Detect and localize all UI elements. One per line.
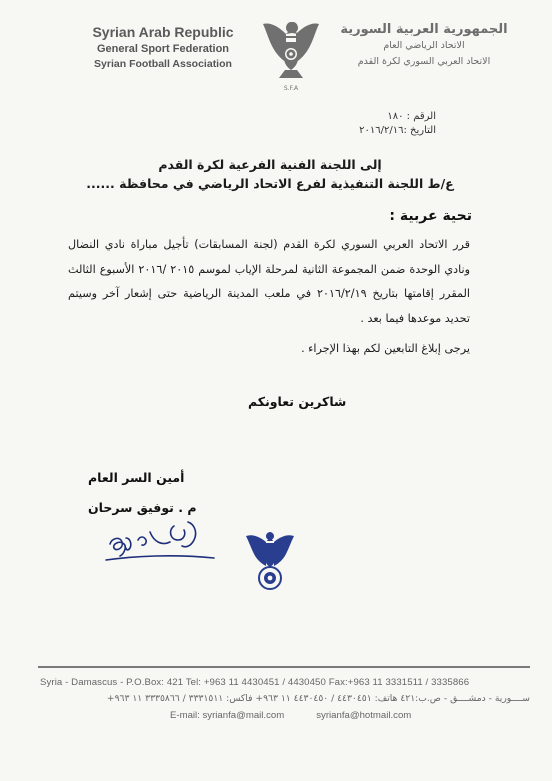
letterhead-english	[78, 24, 248, 72]
letterhead-arabic-federation: الاتحاد الرياضي العام	[383, 40, 465, 51]
letterhead-arabic-country: الجمهورية العربية السورية	[340, 22, 508, 37]
letterhead-arabic-association: الاتحاد العربي السوري لكرة القدم	[357, 56, 491, 67]
closing-line: شاكرين تعاونكم	[248, 394, 347, 409]
footer-address-english: Syria - Damascus - P.O.Box: 421 Tel: +963 11 4430451 / 4430450 Fax:+963 11 3331511 / 3335866	[40, 677, 470, 688]
letterhead-arabic	[324, 22, 524, 69]
reference-number: الرقم : ١٨٠	[387, 111, 436, 122]
letterhead-country: Syrian Arab Republic	[92, 24, 234, 40]
greeting: تحية عربية :	[389, 208, 472, 224]
footer-address-arabic: ســــورية - دمشــــق - ص.ب:٤٢١ هاتف: ٤٤٣٠٤٥١ / ٤٤٣٠٤٥٠ ١١ ٩٦٣+ فاكس: ٣٣٣١٥١١ / ٣٣٣٥٨٦٦ ١١ ٩٦٣+	[106, 693, 530, 704]
footer-email-primary: E-mail: syrianfa@mail.com	[170, 710, 285, 721]
emblem-caption: S.F.A	[283, 85, 299, 92]
eagle-emblem-icon	[260, 12, 322, 94]
letterhead-federation: General Sport Federation	[96, 43, 230, 55]
body-request: يرجى إبلاغ التابعين لكم بهذا الإجراء .	[301, 342, 470, 355]
footer-divider	[38, 666, 530, 668]
addressee-line-1: إلى اللجنة الفنية الفرعية لكرة القدم	[158, 157, 382, 172]
signatory-name: م . توفيق سرحان	[88, 500, 197, 515]
addressee-line-2: ع/ط اللجنة التنفيذية لفرع الاتحاد الرياضي في محافظة ......	[86, 176, 454, 191]
handwritten-signature-icon	[104, 520, 216, 578]
letterhead-association: Syrian Football Association	[94, 58, 232, 70]
official-stamp-icon	[244, 528, 296, 592]
addressee-block	[80, 155, 460, 193]
footer-emails	[170, 710, 411, 721]
signatory-title: أمين السر العام	[88, 470, 185, 485]
body-paragraph: قرر الاتحاد العربي السوري لكرة القدم (لجنة المسابقات) تأجيل مباراة نادي النضال ونادي الوحدة ضمن المجموعة الثانية لمرحلة الإياب لموسم ٢٠١٥ /٢٠١٦ الأسبوع الثالث المقرر إقامتها بتاريخ ٢٠١٦/٢/١٩ في ملعب المدينة الرياضية حتى إشعار آخر وسيتم تحديد موعدها فيما بعد .	[68, 238, 470, 325]
footer-email-secondary: syrianfa@hotmail.com	[316, 710, 412, 721]
letter-body	[68, 233, 470, 331]
reference-date: التاريخ :٢٠١٦/٢/١٦	[359, 125, 436, 136]
reference-block	[359, 110, 436, 138]
